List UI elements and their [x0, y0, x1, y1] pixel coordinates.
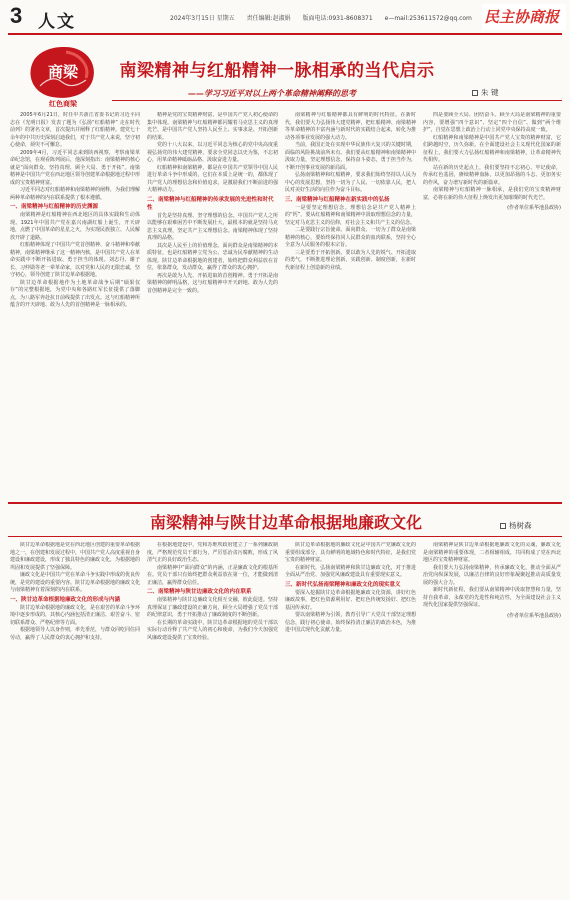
paragraph: 南梁精神与陕甘边廉政文化相互交融，彼此促进。坚持真理保证了廉政建设的正确方向，顾全大局增强了党员干部的纪律意识，勇于开拓推动了廉政制度的不断创新。 — [147, 597, 278, 618]
section-heading: 二、南梁精神与陕甘边廉政文化的内在联系 — [147, 589, 252, 595]
article1-subtitle: ——学习习近平对以上两个革命精神阐释的思考 — [188, 89, 356, 98]
paragraph: 陕甘边革命根据地作为土地革命战争后期“硕果仅存”的完整根据地，为党中央和各路红军长征提供了落脚点，为八路军奔赴抗日前线提供了出发点。这与红船精神所蕴含的开天辟地、敢为人先的首创精神是一脉相承的。 — [10, 279, 140, 308]
article1-column-4 — [423, 112, 561, 496]
paragraph: 三是要勇于开拓创新。要以敢为人先的锐气、开拓进取的勇气，不断推进理论创新、实践创新、制度创新，在新时代新征程上创造新的业绩。 — [285, 249, 416, 271]
paragraph: 要以南梁精神为引领，教育引导广大党员干部坚定理想信念，践行初心使命，始终保持清正廉洁的政治本色，为推进中国式现代化贡献力量。 — [285, 612, 416, 633]
paragraph: 其次是人民至上的价值理念。面向群众是南梁精神的本质特征，也是红船精神立党为公、忠诚为民奉献精神的生动体现。陕甘边革命根据地的创建者，始终把群众利益放在首位，依靠群众，发动群众，赢得了群众的衷心拥护。 — [147, 242, 278, 271]
paragraph: 四是要顾全大局、团结奋斗。顾全大局是南梁精神的重要内容，要增强“四个意识”、坚定“四个自信”、做到“两个维护”，自觉在思想上政治上行动上同党中央保持高度一致。 — [423, 112, 561, 133]
paragraph: 红船精神和南梁精神，都是在中国共产党领导中国人民进行革命斗争中形成的，它们在本质上是统一的，都体现了共产党人的理想信念和价值追求，是激励我们不断前进的强大精神动力。 — [147, 164, 278, 193]
paragraph: 根据地领导人以身作则，率先垂范，与群众同吃同住同劳动，赢得了人民群众的衷心拥护和支持。 — [10, 627, 140, 641]
paragraph: 当前，我国正处在实现中华民族伟大复兴的关键时期，面临的风险挑战前所未有。我们要从红船精神和南梁精神中汲取力量，坚定理想信念，保持奋斗姿态，勇于担当作为，不断开创事业发展的新局面。 — [285, 142, 416, 171]
article2-source: (作者单位系华池县政协) — [507, 612, 561, 619]
article2-column-2 — [147, 542, 278, 894]
article1-column-3 — [285, 112, 416, 496]
article-divider — [8, 502, 562, 504]
article2-column-1 — [10, 542, 140, 894]
red-nanliang-logo — [26, 46, 100, 100]
article2-author — [500, 520, 532, 531]
paragraph: 南梁精神是红船精神在西北地区的具体实践和生动体现。1921年中国共产党在嘉兴南湖红船上诞生，开天辟地，点燃了中国革命的星星之火，为实现民族独立、人民解放开辟了道路。 — [10, 212, 140, 241]
paragraph: 习近平同志对红船精神和南梁精神的阐释，为我们理解两种革命精神的内在联系提供了根本遵循。 — [10, 187, 140, 201]
paragraph: 陕甘边革命根据地的廉政文化是中国共产党廉政文化的重要组成部分，具有鲜明的地域特色和时代特征，是我们党宝贵的精神财富。 — [285, 542, 416, 563]
paragraph: 南梁精神与红船精神一脉相承，是我们党的宝贵精神财富，必将在新的伟大征程上焕发出更加璀璨的时代光芒。 — [423, 187, 561, 201]
paragraph: 廉政文化是中国共产党在革命斗争实践中形成的优良传统，是党的建设的重要内容。陕甘边革命根据地的廉政文化与南梁精神有着深刻的内在联系。 — [10, 572, 140, 593]
article1-source: (作者单位系华池县政协) — [507, 205, 561, 211]
publication-meta — [170, 13, 482, 22]
article1-title: 南梁精神与红船精神一脉相承的当代启示 — [119, 61, 435, 81]
article2-author-name: 杨树森 — [509, 521, 532, 530]
masthead — [0, 0, 570, 36]
logo-caption: 红色商梁 — [49, 100, 77, 108]
paragraph: 首先是坚持真理、坚守理想的信念。中国共产党人之所以能够在艰难困苦中不断发展壮大，最根本的就是坚持马克思主义真理，坚定共产主义理想信念。南梁精神体现了坚持真理的品格。 — [147, 212, 278, 241]
section-heading: 二、南梁精神与红船精神的传承发展的先进性和时代性 — [147, 196, 274, 211]
article2-title-rule — [8, 536, 562, 537]
page-email: e—mail:253611572@qq.com — [384, 15, 472, 22]
paragraph: 在根据地建设中，党和苏维埃政府建立了一系列廉政制度，严格规范党员干部行为，严厉惩治贪污腐败，形成了风清气正的良好政治生态。 — [147, 542, 278, 563]
article1-author — [472, 87, 498, 98]
article1-column-1 — [10, 112, 140, 496]
paragraph: 一是要坚定理想信念。理想信念是共产党人精神上的“钙”，要从红船精神和南梁精神中汲取理想信念的力量，坚定对马克思主义的信仰，对社会主义和共产主义的信念。 — [285, 204, 416, 226]
paragraph: 要深入挖掘陕甘边革命根据地廉政文化资源，讲好红色廉政故事，把红色资源利用好、把红色传统发扬好、把红色基因传承好。 — [285, 589, 416, 611]
paragraph: 弘扬南梁精神和红船精神，要求我们始终坚持以人民为中心的发展思想，坚持一切为了人民、一切依靠人民，把人民对美好生活的向往作为奋斗目标。 — [285, 172, 416, 193]
paragraph: 红船精神和南梁精神是中国共产党人宝贵的精神财富，它们跨越时空，历久弥新。在全面建设社会主义现代化国家的新征程上，我们要大力弘扬红船精神和南梁精神，让革命精神代代相传。 — [423, 134, 561, 163]
section-heading: 三、南梁精神与红船精神在新实践中的弘扬 — [285, 196, 390, 203]
page-number: 3 — [10, 3, 23, 28]
page-phone: 版面电话:0931-8608371 — [302, 15, 373, 22]
paragraph: 南梁精神中“面向群众”的内涵，正是廉政文化的根基所在。党员干部只有始终把群众利益放在第一位，才能做到清正廉洁，赢得群众信任。 — [147, 564, 278, 586]
paragraph: 南梁精神与红船精神都具有鲜明的时代特征。在新时代，我们要大力弘扬伟大建党精神，把红船精神、南梁精神等革命精神的丰富内涵与新时代的实践结合起来，转化为推动各项事业发展的强大动力。 — [285, 112, 416, 141]
author-square-icon — [472, 90, 478, 96]
masthead-rule — [8, 33, 562, 35]
section-heading: 一、南梁精神与红船精神的历史渊源 — [10, 204, 99, 210]
section-heading: 三、新时代弘扬南梁精神和廉政文化的现实意义 — [285, 581, 401, 588]
section-name: 人文 — [38, 12, 76, 32]
paragraph: 陕甘边革命根据地是党在西北地区创建的重要革命根据地之一，在创建和发展过程中，中国共产党人高度重视自身建设和廉政建设，形成了独具特色的廉政文化，为根据地的巩固和发展提供了坚强保障。 — [10, 542, 140, 571]
newspaper-brand: 民主协商报 — [484, 8, 560, 26]
article2-title: 南梁精神与陕甘边革命根据地廉政文化 — [149, 513, 422, 532]
paragraph: 新时代新征程，我们要从南梁精神中汲取智慧和力量，坚持自我革命，永葆党的先进性和纯洁性，为全面建设社会主义现代化国家提供坚强保证。 — [423, 587, 561, 608]
paragraph: 2005年6月21日，时任中共浙江省委书记的习近平同志在《光明日报》发表了题为《弘扬“红船精神” 走在时代前列》的署名文章，首次提出并阐释了红船精神。建党七十余年的中共历史深刻启迪我们，对于共产党人来说，坚守初心使命，须臾不可懈怠。 — [10, 112, 140, 148]
article2-column-4 — [423, 542, 561, 894]
article1-column-2 — [147, 112, 278, 496]
logo-lettering: 商梁 — [47, 63, 79, 81]
article2-column-3 — [285, 542, 416, 894]
article1-author-name: 朱 键 — [481, 88, 499, 97]
author-square-icon — [500, 523, 506, 529]
paragraph: 南梁精神是陕甘边革命根据地廉政文化的灵魂，廉政文化是南梁精神的重要体现，二者相辅相成，共同构成了党在西北地区的宝贵精神财富。 — [423, 542, 561, 563]
paragraph: 在长期的革命实践中，陕甘边革命根据地的党员干部以实际行动诠释了共产党人的初心和使命，为我们今天加强党风廉政建设提供了宝贵经验。 — [147, 619, 278, 641]
paragraph: 再次是敢为人先、开拓进取的首创精神。勇于开拓是南梁精神的鲜明品格，这与红船精神中开天辟地、敢为人先的首创精神是完全一致的。 — [147, 272, 278, 294]
responsible-editor: 责任编辑:赵淑娟 — [246, 15, 291, 22]
paragraph: 在新时代，弘扬南梁精神和陕甘边廉政文化，对于推进全面从严治党、加强党风廉政建设具有重要现实意义。 — [285, 564, 416, 578]
paragraph: 二是要践行宗旨使命。面向群众、一切为了群众是南梁精神的核心，要始终保持同人民群众的血肉联系，坚持全心全意为人民服务的根本宗旨。 — [285, 227, 416, 248]
paragraph: 精神是党的宝贵精神财富，是中国共产党人初心使命的集中体现。南梁精神与红船精神都闪耀着马克思主义的真理光芒，是中国共产党人坚持人民至上、实事求是、开拓创新的结果。 — [147, 112, 278, 141]
paragraph: 红船精神体现了中国共产党首创精神、奋斗精神和奉献精神，南梁精神继承了这一精神内核，是中国共产党人在革命实践中不断开拓进取、勇于担当的体现。刘志丹、谢子长、习仲勋等老一辈革命家，以对党和人民的无限忠诚，坚守初心，领导创建了陕甘边革命根据地。 — [10, 242, 140, 278]
paragraph: 站在新的历史起点上，我们要坚持不忘初心、牢记使命，传承红色基因，赓续精神血脉，以更加昂扬的斗志、更加务实的作风，奋力谱写新时代的新篇章。 — [423, 164, 561, 186]
paragraph: 陕甘边革命根据地的廉政文化，是在艰苦的革命斗争环境中逐步形成的，其核心内涵包括清正廉洁、艰苦奋斗、密切联系群众、严格纪律等方面。 — [10, 604, 140, 626]
paragraph: 2009年4月，习近平同志来到陕西视察，考察南梁革命纪念馆，在观看陈列展后，他深刻指出：南梁精神的核心就是“面向群众、坚持真理、顾全大局、勇于开拓”。南梁精神是中国共产党在西北地区领导创建革命根据地过程中形成的宝贵精神财富。 — [10, 149, 140, 186]
paragraph: 党的十八大以来，以习近平同志为核心的党中央高度重视弘扬党的伟大建党精神，要求全党同志以史为鉴，不忘初心，用革命精神砥砺品格、汲取奋进力量。 — [147, 142, 278, 163]
publication-date: 2024年3月15日 星期五 — [170, 15, 235, 22]
article1-subtitle-rule — [112, 100, 562, 101]
section-heading: 一、陕甘边革命根据地廉政文化的形成与内涵 — [10, 596, 121, 603]
paragraph: 我们要大力弘扬南梁精神，传承廉政文化，推动全面从严治党向纵深发展，以廉洁自律的良好形象凝聚起推动高质量发展的强大合力。 — [423, 564, 561, 586]
